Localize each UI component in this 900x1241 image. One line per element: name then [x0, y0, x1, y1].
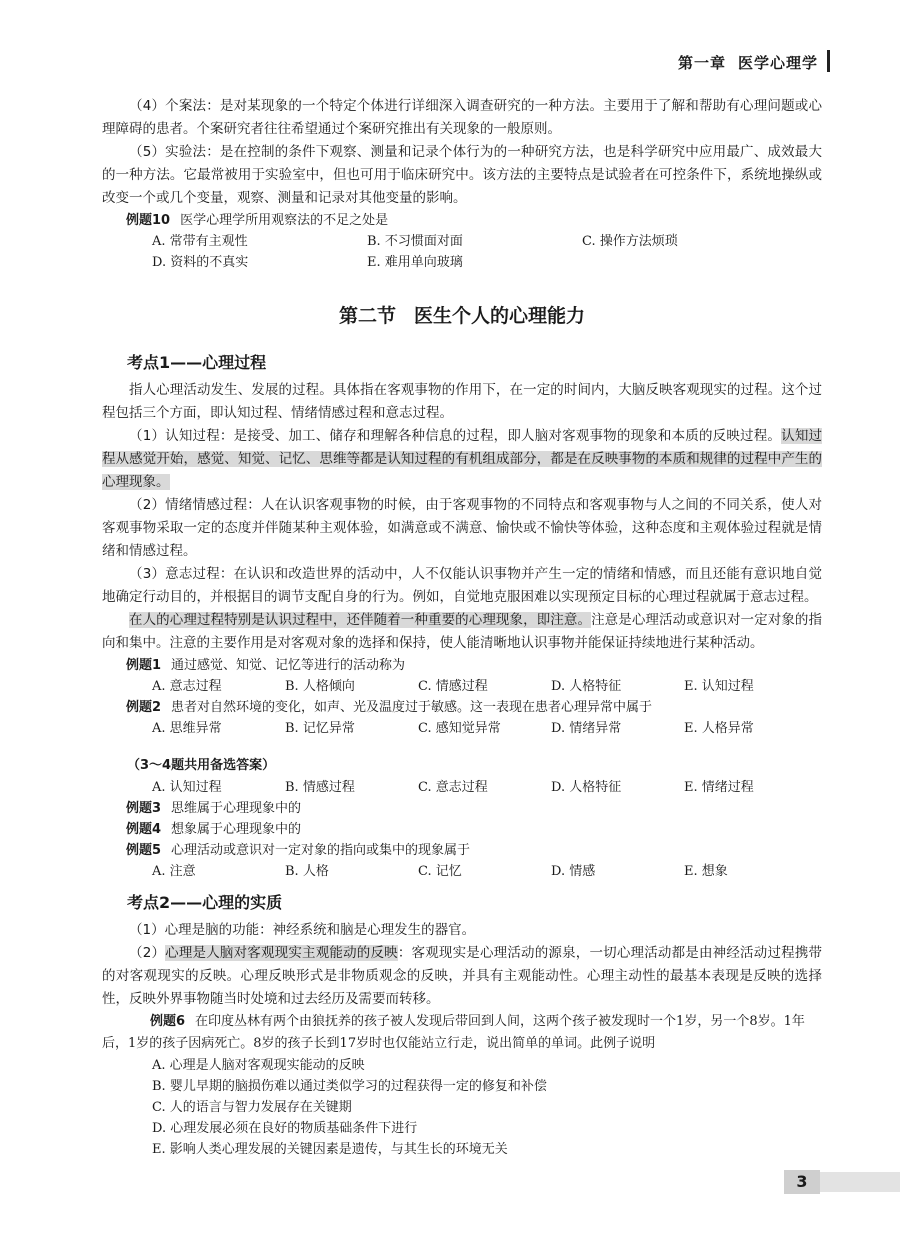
option-c: C. 操作方法烦琐: [582, 234, 678, 249]
option-d: D. 人格特征: [551, 780, 622, 795]
paragraph-cognitive-process: [102, 425, 822, 494]
option-b: B. 不习惯面对面: [367, 234, 463, 249]
example-stem: 医学心理学所用观察法的不足之处是: [180, 213, 389, 228]
option-d: D. 人格特征: [551, 679, 622, 694]
option-c: C. 人的语言与智力发展存在关键期: [152, 1100, 352, 1115]
example-stem: 思维属于心理现象中的: [171, 801, 302, 816]
option-c: C. 意志过程: [418, 780, 488, 795]
attention-text: 注意是心理活动或意识对一定对象的指向和集中。注意的主要作用是对客观对象的选择和保持，使人能清晰地认识事物并能保证持续地进行某种活动。: [102, 612, 823, 651]
example-3: [102, 798, 822, 819]
chapter-title: 医学心理学: [737, 54, 818, 72]
example-label: 例题6: [150, 1014, 186, 1029]
option-c: C. 记忆: [418, 864, 462, 879]
example-1-options: [102, 676, 822, 697]
paragraph-brain-function: （1）心理是脑的功能：神经系统和脑是心理发生的器官。: [129, 922, 476, 938]
example-5-options: [102, 861, 822, 882]
example-10-options: [102, 231, 822, 273]
cognitive-text: （1）认知过程：是接受、加工、储存和理解各种信息的过程，即人脑对客观事物的现象和本质的反映过程。: [129, 428, 782, 444]
header-bar: [827, 50, 830, 72]
point-2-title: 考点2——心理的实质: [127, 893, 283, 912]
option-b: B. 记忆异常: [285, 721, 355, 736]
attention-highlight: 在人的心理过程特别是认识过程中，还伴随着一种重要的心理现象，即注意。: [129, 612, 592, 628]
option-d: D. 情感: [551, 864, 596, 879]
paragraph-mental-process: 指人心理活动发生、发展的过程。具体指在客观事物的作用下，在一定的时间内，大脑反映客观现实的过程。这个过程包括三个方面，即认知过程、情绪情感过程和意志过程。: [102, 382, 822, 421]
example-stem: 在印度丛林有两个由狼抚养的孩子被人发现后带回到人间，这两个孩子被发现时一个1岁，另一个8岁。1年后，1岁的孩子因病死亡。8岁的孩子长到17岁时也仅能站立行走，说出简单的单词。此例子说明: [102, 1014, 805, 1051]
example-stem: 患者对自然环境的变化，如声、光及温度过于敏感。这一表现在患者心理异常中属于: [171, 700, 653, 715]
option-a: A. 心理是人脑对客观现实能动的反映: [152, 1058, 365, 1073]
option-b: B. 婴儿早期的脑损伤难以通过类似学习的过程获得一定的修复和补偿: [152, 1079, 547, 1094]
example-5: [102, 840, 822, 861]
option-a: A. 常带有主观性: [152, 234, 248, 249]
example-6: [102, 1011, 822, 1055]
option-e: E. 难用单向玻璃: [367, 255, 463, 270]
option-a: A. 思维异常: [152, 721, 222, 736]
option-e: E. 人格异常: [684, 721, 754, 736]
page-content: [102, 95, 822, 1160]
shared-options-label: （3～4题共用备选答案）: [127, 758, 276, 773]
option-a: A. 认知过程: [152, 780, 222, 795]
option-a: A. 注意: [152, 864, 196, 879]
example-label: 例题3: [126, 801, 162, 816]
page-number: 3: [784, 1170, 820, 1194]
example-6-options: [102, 1055, 822, 1160]
example-2: [102, 697, 822, 718]
reflection-prefix: （2）: [129, 945, 166, 961]
shared-options: [102, 777, 822, 798]
paragraph-will-process: （3）意志过程：在认识和改造世界的活动中，人不仅能认识事物并产生一定的情绪和情感，而且还能有意识地自觉地确定行动目的，并根据目的调节支配自身的行为。例如，自觉地克服困难以实现预定目标的心理过程就属于意志过程。: [102, 566, 822, 605]
example-label: 例题4: [126, 822, 162, 837]
option-e: E. 情绪过程: [684, 780, 754, 795]
example-label: 例题1: [126, 658, 162, 673]
section-name: 医生个人的心理能力: [414, 305, 586, 327]
option-e: E. 认知过程: [684, 679, 754, 694]
paragraph-attention: [102, 609, 822, 655]
option-e: E. 想象: [684, 864, 728, 879]
cognitive-highlight: 认知过程从感觉开始，感觉、知觉、记忆、思维等都是认知过程的有机组成部分，都是在反映事物的本质和规律的过程中产生的心理现象。: [102, 428, 823, 490]
example-label: 例题2: [126, 700, 162, 715]
option-b: B. 人格倾向: [285, 679, 355, 694]
option-d: D. 情绪异常: [551, 721, 622, 736]
option-e: E. 影响人类心理发展的关键因素是遗传，与其生长的环境无关: [152, 1142, 508, 1157]
section-number: 第二节: [338, 305, 396, 327]
option-c: C. 感知觉异常: [418, 721, 501, 736]
example-10: [102, 210, 822, 231]
example-label: 例题10: [126, 213, 171, 228]
option-d: D. 心理发展必须在良好的物质基础条件下进行: [152, 1121, 418, 1136]
section-title: [102, 301, 822, 328]
paragraph-case-method: （4）个案法：是对某现象的一个特定个体进行详细深入调查研究的一种方法。主要用于了解和帮助有心理问题或心理障碍的患者。个案研究者往往希望通过个案研究推出有关现象的一般原则。: [102, 98, 822, 137]
chapter-number: 第一章: [677, 54, 726, 72]
example-4: [102, 819, 822, 840]
paragraph-reflection: [102, 942, 822, 1011]
reflection-text: ：客观现实是心理活动的源泉，一切心理活动都是由神经活动过程携带的对客观现实的反映。心理反映形式是非物质观念的反映，并具有主观能动性。心理主动性的最基本表现是反映的选择性，反映外界事物随当时处境和过去经历及需要而转移。: [102, 945, 823, 1007]
paragraph-experiment-method: （5）实验法：是在控制的条件下观察、测量和记录个体行为的一种研究方法，也是科学研究中应用最广、成效最大的一种方法。它最常被用于实验室中，但也可用于临床研究中。该方法的主要特点是试验者在可控条件下，系统地操纵或改变一个或几个变量，观察、测量和记录对其他变量的影响。: [102, 144, 822, 206]
option-a: A. 意志过程: [152, 679, 222, 694]
option-b: B. 情感过程: [285, 780, 355, 795]
example-stem: 心理活动或意识对一定对象的指向或集中的现象属于: [171, 843, 471, 858]
example-stem: 通过感觉、知觉、记忆等进行的活动称为: [171, 658, 406, 673]
example-2-options: [102, 718, 822, 739]
option-c: C. 情感过程: [418, 679, 488, 694]
option-b: B. 人格: [285, 864, 329, 879]
running-header: [678, 52, 818, 73]
example-1: [102, 655, 822, 676]
example-label: 例题5: [126, 843, 162, 858]
point-1-title: 考点1——心理过程: [127, 353, 267, 372]
option-d: D. 资料的不真实: [152, 255, 249, 270]
example-stem: 想象属于心理现象中的: [171, 822, 302, 837]
paragraph-emotion-process: （2）情绪情感过程：人在认识客观事物的时候，由于客观事物的不同特点和客观事物与人之间的不同关系，使人对客观事物采取一定的态度并伴随某种主观体验，如满意或不满意、愉快或不愉快等体验，这种态度和主观体验过程就是情绪和情感过程。: [102, 497, 822, 559]
reflection-highlight: 心理是人脑对客观现实主观能动的反映: [165, 945, 398, 961]
